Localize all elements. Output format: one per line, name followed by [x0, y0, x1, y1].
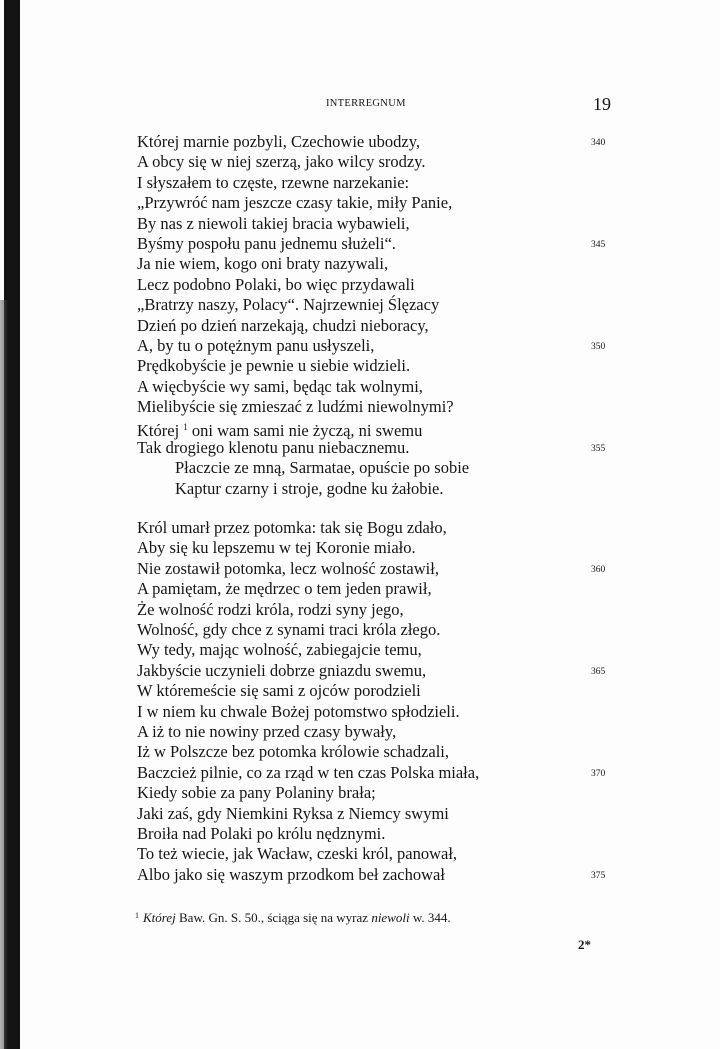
verse-text: A iż to nie nowiny przed czasy bywały,: [137, 721, 397, 741]
verse-text: Że wolność rodzi króla, rodzi syny jego,: [137, 599, 404, 619]
line-number: 360: [591, 564, 606, 575]
verse-text: Iż w Polszcze bez potomka królowie schadzali,: [137, 742, 450, 762]
line-number: 350: [591, 341, 606, 352]
verse-text: Nie zostawił potomka, lecz wolność zostawił,: [137, 558, 439, 578]
verse-text: Kaptur czarny i stroje, godne ku żałobie.: [175, 478, 444, 498]
verse-text: A więcbyście wy sami, będąc tak wolnymi,: [137, 376, 423, 396]
line-number: 345: [591, 239, 606, 250]
verse-line: [137, 538, 607, 558]
verse-line: [137, 824, 607, 844]
verse-line: [137, 275, 607, 295]
verse-text: I w niem ku chwale Bożej potomstwo spłodzieli.: [137, 701, 460, 721]
verse-text: Lecz podobno Polaki, bo więc przydawali: [137, 274, 415, 294]
verse-text: Broiła nad Polaki po królu nędznymi.: [137, 823, 386, 843]
verse-text: „Przywróć nam jeszcze czasy takie, miły Panie,: [137, 193, 453, 213]
verse-line: [137, 193, 607, 213]
verse-text: Której: [137, 421, 180, 441]
verse-line: [137, 681, 607, 701]
verse-line: [137, 173, 607, 193]
binding-gradient: [0, 300, 8, 1049]
footnote: [135, 910, 451, 926]
verse-text: Aby się ku lepszemu w tej Koronie miało.: [137, 538, 416, 558]
verse-line: [137, 640, 607, 660]
verse-line: [137, 559, 607, 579]
verse-text: Jakbyście uczynieli dobrze gniazdu swemu,: [137, 660, 427, 680]
verse-line: [137, 254, 607, 274]
footnote-reference: 1: [183, 422, 188, 433]
footnote-text-2: w. 344.: [409, 910, 451, 925]
verse-line: [137, 600, 607, 620]
page-number: 19: [593, 94, 611, 114]
verse-line: [137, 214, 607, 234]
verse-line: [137, 417, 607, 441]
line-number: 365: [591, 666, 606, 677]
verse-text: Której marnie pozbyli, Czechowie ubodzy,: [137, 132, 421, 151]
verse-line: [137, 132, 607, 152]
verse-line: [137, 397, 607, 417]
line-number: 355: [591, 443, 606, 454]
verse-text: Płaczcie ze mną, Sarmatae, opuście po sobie: [175, 458, 470, 478]
verse-line: [137, 661, 607, 681]
verse-line: [137, 336, 607, 356]
verse-text: A, by tu o potężnym panu usłyszeli,: [137, 335, 375, 355]
verse-line: [137, 722, 607, 742]
verse-line: [137, 316, 607, 336]
poem-body: [137, 132, 607, 885]
footnote-italic-1: Której: [143, 910, 176, 925]
footnote-italic-2: niewoli: [371, 910, 410, 925]
verse-line: [137, 518, 607, 538]
stanza: [137, 132, 607, 499]
verse-line: [137, 438, 607, 458]
running-head: INTERREGNUM: [326, 98, 406, 109]
verse-line: [137, 295, 607, 315]
verse-text: Jaki zaś, gdy Niemkini Ryksa z Niemcy swymi: [137, 803, 449, 823]
verse-text: A pamiętam, że mędrzec o tem jeden prawił,: [137, 579, 432, 599]
verse-line: [137, 742, 607, 762]
printer-signature: 2*: [578, 937, 591, 952]
verse-text: Wy tedy, mając wolność, zabiegajcie temu,: [137, 640, 422, 660]
verse-line: [137, 479, 607, 499]
verse-line: [137, 620, 607, 640]
verse-line: [137, 763, 607, 783]
verse-text: oni wam sami nie życzą, ni swemu: [187, 421, 423, 441]
line-number: 375: [591, 870, 606, 881]
verse-line: [137, 458, 607, 478]
verse-line: [137, 844, 607, 864]
verse-text: I słyszałem to częste, rzewne narzekanie:: [137, 172, 410, 192]
stanza: [137, 518, 607, 885]
verse-line: [137, 783, 607, 803]
verse-text: Wolność, gdy chce z synami traci króla złego.: [137, 619, 441, 639]
footnote-mark: 1: [135, 911, 139, 920]
verse-line: [137, 579, 607, 599]
footnote-text-1: Baw. Gn. S. 50., ściąga się na wyraz: [175, 910, 372, 925]
verse-text: Prędkobyście je pewnie u siebie widzieli.: [137, 356, 411, 376]
verse-text: Albo jako się waszym przodkom beł zachował: [137, 864, 445, 884]
verse-line: [137, 702, 607, 722]
verse-text: Kiedy sobie za pany Polaniny brała;: [137, 783, 376, 803]
verse-line: [137, 152, 607, 172]
verse-text: Baczcież pilnie, co za rząd w ten czas Polska miała,: [137, 762, 480, 782]
verse-text: A obcy się w niej szerzą, jako wilcy srodzy.: [137, 152, 426, 172]
stanza-gap: [137, 499, 607, 518]
verse-text: „Bratrzy naszy, Polacy“. Najrzewniej Ślęzacy: [137, 295, 440, 315]
verse-text: Byśmy pospołu panu jednemu służeli“.: [137, 233, 396, 253]
page-header: [0, 96, 720, 116]
line-number: 340: [591, 138, 606, 148]
verse-text: Ja nie wiem, kogo oni braty nazywali,: [137, 254, 389, 274]
line-number: 370: [591, 768, 606, 779]
verse-text: To też wiecie, jak Wacław, czeski król, panował,: [137, 844, 458, 864]
verse-text: By nas z niewoli takiej bracia wybawieli,: [137, 213, 410, 233]
verse-text: Król umarł przez potomka: tak się Bogu zdało,: [137, 518, 447, 538]
verse-text: Dzień po dzień narzekają, chudzi nieboracy,: [137, 315, 429, 335]
verse-line: [137, 804, 607, 824]
verse-line: [137, 234, 607, 254]
verse-line: [137, 377, 607, 397]
verse-line: [137, 865, 607, 885]
verse-text: W któremeście się sami z ojców porodzieli: [137, 681, 421, 701]
verse-text: Tak drogiego klenotu panu niebacznemu.: [137, 437, 410, 457]
verse-text: Mielibyście się zmieszać z ludźmi niewolnymi?: [137, 397, 454, 417]
verse-line: [137, 356, 607, 376]
